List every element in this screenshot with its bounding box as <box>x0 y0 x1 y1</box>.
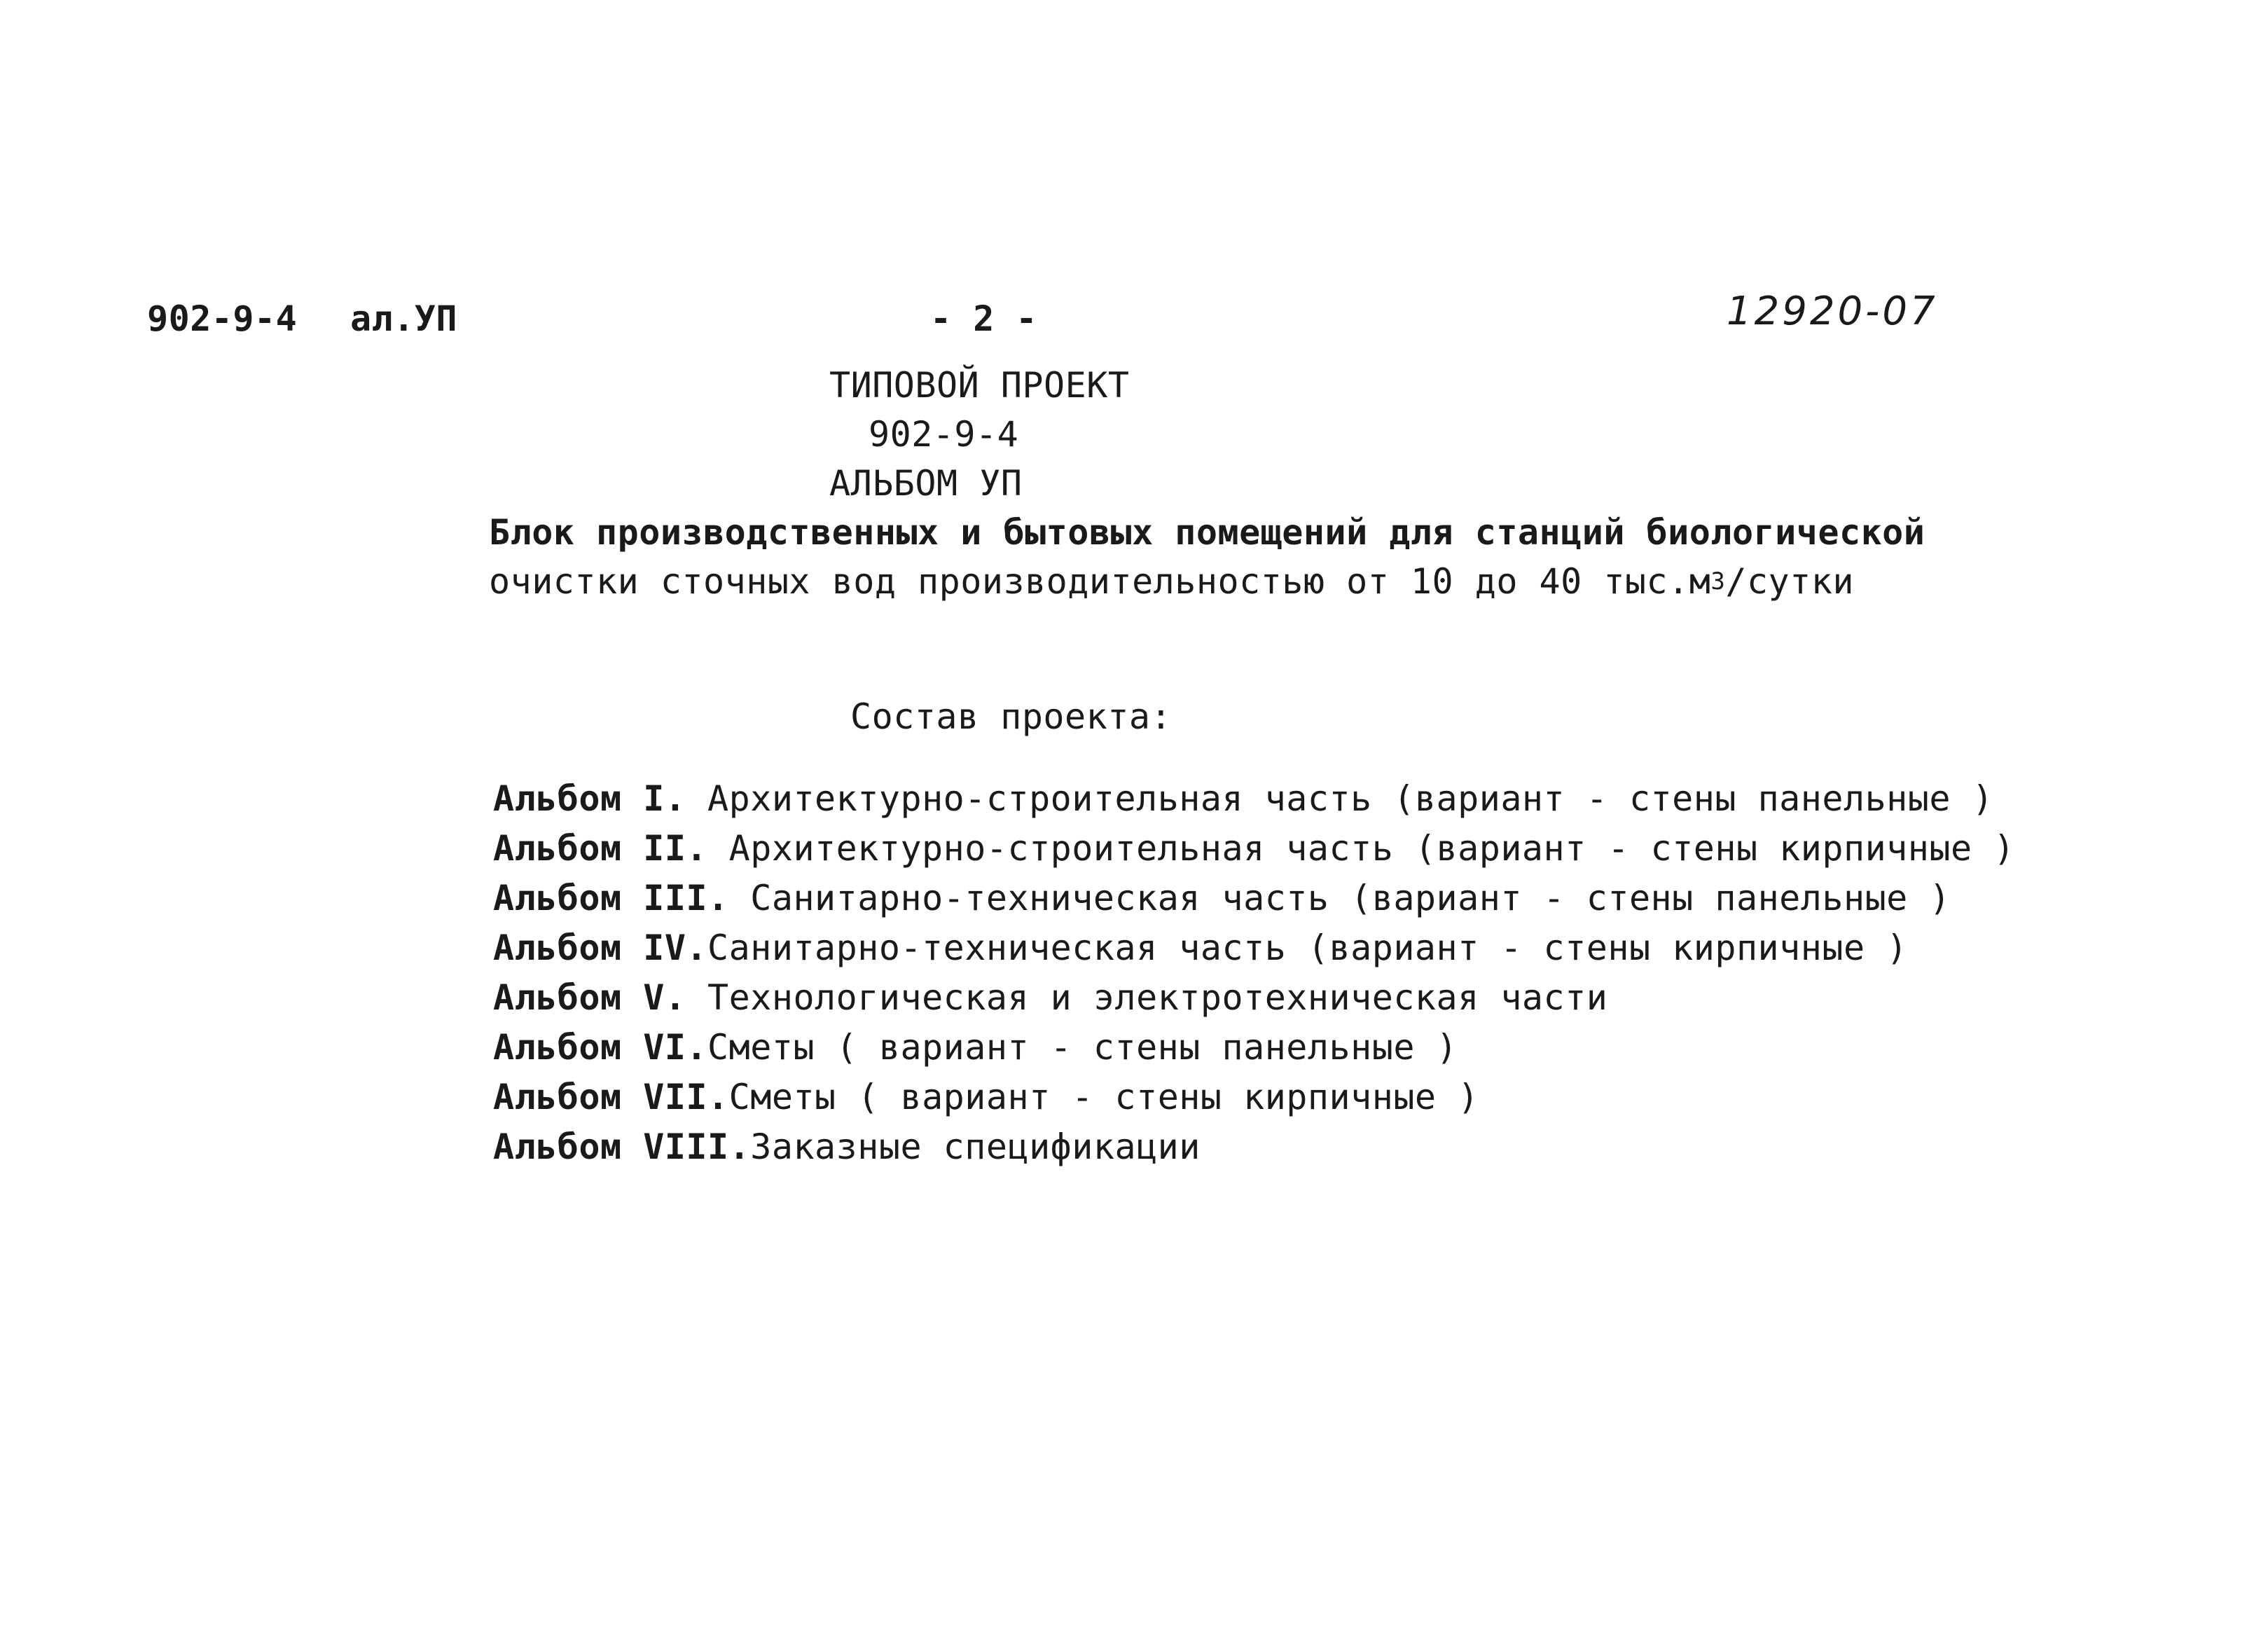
project-description-line1: Блок производственных и бытовых помещений для станций биологической <box>489 512 1925 553</box>
project-number: 902-9-4 <box>869 414 1019 455</box>
composition-list <box>493 774 2015 1172</box>
list-item <box>493 874 2015 923</box>
project-description-line2 <box>489 560 1854 607</box>
document-code-left: 902-9-4 <box>147 298 298 339</box>
album-description: Санитарно-техническая часть (вариант - стены кирпичные ) <box>707 928 1908 968</box>
album-description: Архитектурно-строительная часть (вариант - стены кирпичные ) <box>707 828 2015 869</box>
album-description: Архитектурно-строительная часть (вариант - стены панельные ) <box>686 778 1994 819</box>
description-unit: /сутки <box>1725 561 1854 602</box>
composition-heading: Состав проекта: <box>850 696 1173 737</box>
list-item <box>493 973 2015 1023</box>
list-item <box>493 1023 2015 1073</box>
album-label: Альбом V. <box>493 977 686 1018</box>
description-text: очистки сточных вод производительностью от 10 до 40 тыс.м <box>489 561 1711 602</box>
list-item <box>493 824 2015 874</box>
album-description: Сметы ( вариант - стены панельные ) <box>707 1027 1458 1068</box>
album-label: Альбом I. <box>493 778 686 819</box>
superscript-cubic: 3 <box>1710 567 1726 595</box>
page-number: - 2 - <box>930 298 1038 339</box>
document-type: ТИПОВОЙ ПРОЕКТ <box>829 365 1130 406</box>
album-title: АЛЬБОМ УП <box>829 463 1023 504</box>
album-description: Заказные спецификации <box>750 1126 1201 1167</box>
inventory-number: 12920-07 <box>1727 289 1938 334</box>
list-item <box>493 1073 2015 1122</box>
album-label: Альбом VI. <box>493 1027 708 1068</box>
album-label: Альбом VII. <box>493 1077 729 1117</box>
album-reference-left: ал.УП <box>350 298 458 339</box>
list-item <box>493 1122 2015 1172</box>
album-label: Альбом III. <box>493 878 729 918</box>
album-description: Сметы ( вариант - стены кирпичные ) <box>728 1077 1479 1117</box>
album-description: Технологическая и электротехническая части <box>686 977 1608 1018</box>
list-item <box>493 774 2015 824</box>
album-label: Альбом II. <box>493 828 708 869</box>
album-description: Санитарно-техническая часть (вариант - стены панельные ) <box>728 878 1951 918</box>
album-label: Альбом VIII. <box>493 1126 751 1167</box>
album-label: Альбом IV. <box>493 928 708 968</box>
list-item <box>493 923 2015 973</box>
